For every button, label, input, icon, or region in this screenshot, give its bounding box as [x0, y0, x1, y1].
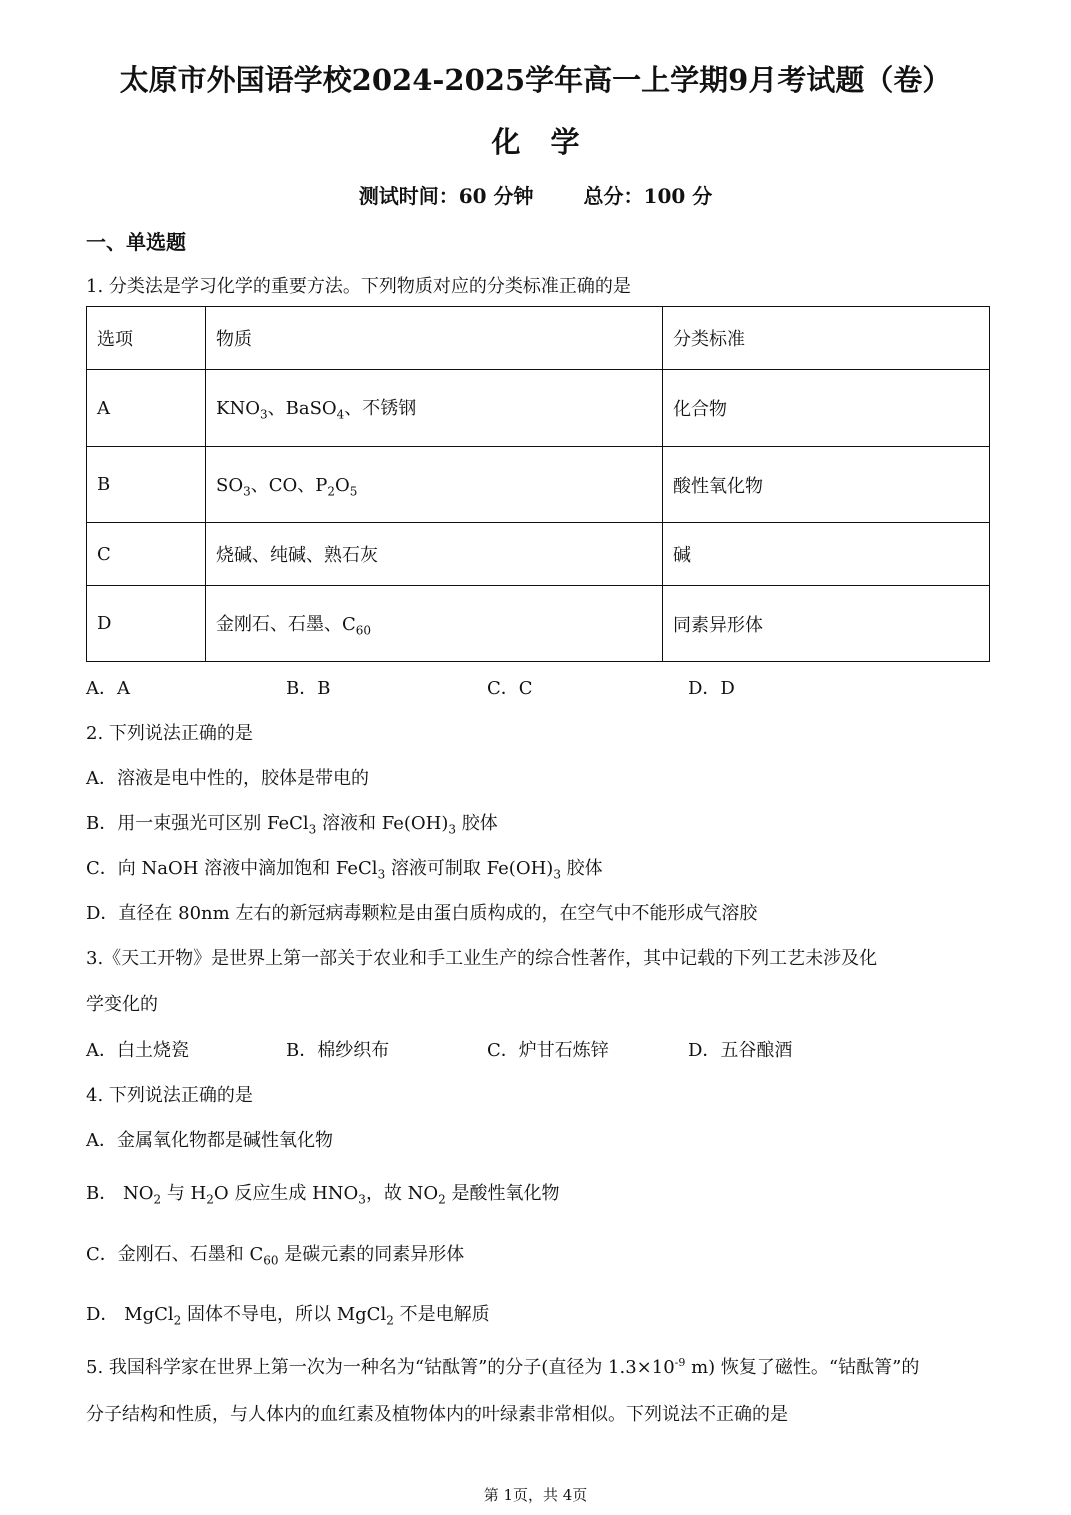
q3-option-d[interactable]: D．五谷酿酒 — [688, 1040, 793, 1061]
table-row — [87, 523, 990, 586]
score-label: 总分：100 分 — [583, 184, 713, 208]
row-option: D — [87, 586, 206, 662]
header-standard: 分类标准 — [663, 307, 990, 370]
q2-option-a[interactable]: A．溶液是电中性的，胶体是带电的 — [86, 768, 369, 789]
page-title: 太原市外国语学校2024-2025学年高一上学期9月考试题（卷） — [119, 63, 952, 97]
header-substance: 物质 — [206, 307, 663, 370]
row-substance: $KNO_3$、BaSO$_4$、不锈钢 — [206, 370, 663, 447]
q1-option-b[interactable]: B．B — [286, 678, 331, 699]
q4-option-b[interactable]: B． $NO_2$ 与 $H_2O$ 反应生成 $HNO_3$，故 $NO_2$ 是酸性氧化物 — [86, 1183, 560, 1207]
q3-option-a[interactable]: A．白土烧瓷 — [86, 1040, 189, 1061]
q3-stem-line1: 3.《天工开物》是世界上第一部关于农业和手工业生产的综合性著作，其中记载的下列工艺未涉及化 — [86, 948, 878, 969]
row-substance: 金刚石、石墨、$C_{60}$ — [206, 586, 663, 662]
row-option: C — [87, 523, 206, 586]
classification-table — [86, 306, 990, 662]
row-option: B — [87, 447, 206, 523]
q1-option-c[interactable]: C．C — [487, 678, 533, 699]
q1-option-a[interactable]: A．A — [86, 678, 130, 699]
row-substance: $SO_3$、CO、$P_2O_5$ — [206, 447, 663, 523]
q1-option-d[interactable]: D．D — [688, 678, 735, 699]
q5-stem-line2: 分子结构和性质，与人体内的血红素及植物体内的叶绿素非常相似。下列说法不正确的是 — [86, 1404, 788, 1425]
q1-stem: 1. 分类法是学习化学的重要方法。下列物质对应的分类标准正确的是 — [86, 276, 631, 297]
q3-stem-line2: 学变化的 — [86, 994, 158, 1015]
header-option: 选项 — [87, 307, 206, 370]
q2-option-c[interactable]: C．向 NaOH 溶液中滴加饱和 FeCl$_3$ 溶液可制取 $Fe(OH)_3$ 胶体 — [86, 858, 603, 882]
subject-title: 化学 — [491, 125, 610, 159]
row-substance: 烧碱、纯碱、熟石灰 — [206, 523, 663, 586]
row-standard: 化合物 — [663, 370, 990, 447]
q2-stem: 2. 下列说法正确的是 — [86, 723, 253, 744]
table-row — [87, 370, 990, 447]
row-standard: 酸性氧化物 — [663, 447, 990, 523]
time-label: 测试时间：60 分钟 — [358, 184, 534, 208]
row-option: A — [87, 370, 206, 447]
section-heading: 一、单选题 — [86, 230, 186, 254]
q2-option-d[interactable]: D．直径在 80nm 左右的新冠病毒颗粒是由蛋白质构成的，在空气中不能形成气溶胶 — [86, 903, 758, 924]
table-header-row — [87, 307, 990, 370]
q4-option-c[interactable]: C．金刚石、石墨和 $C_{60}$ 是碳元素的同素异形体 — [86, 1244, 465, 1268]
q3-option-c[interactable]: C．炉甘石炼锌 — [487, 1040, 609, 1061]
page-footer: 第 1页，共 4页 — [483, 1486, 588, 1504]
table-row — [87, 447, 990, 523]
row-standard: 同素异形体 — [663, 586, 990, 662]
q3-option-b[interactable]: B．棉纱织布 — [286, 1040, 390, 1061]
row-standard: 碱 — [663, 523, 990, 586]
q2-option-b[interactable]: B．用一束强光可区别 FeCl$_3$ 溶液和 $Fe(OH)_3$ 胶体 — [86, 813, 498, 837]
table-row — [87, 586, 990, 662]
exam-info — [0, 180, 1071, 209]
q4-option-d[interactable]: D． MgCl$_2$ 固体不导电，所以 MgCl$_2$ 不是电解质 — [86, 1304, 490, 1328]
q5-stem-line1: 5. 我国科学家在世界上第一次为一种名为“钴酞箐”的分子(直径为 $1.3\times 10^{-9}$ m) 恢复了磁性。“钴酞箐”的 — [86, 1356, 920, 1378]
q4-stem: 4. 下列说法正确的是 — [86, 1085, 253, 1106]
q4-option-a[interactable]: A．金属氧化物都是碱性氧化物 — [86, 1130, 333, 1151]
